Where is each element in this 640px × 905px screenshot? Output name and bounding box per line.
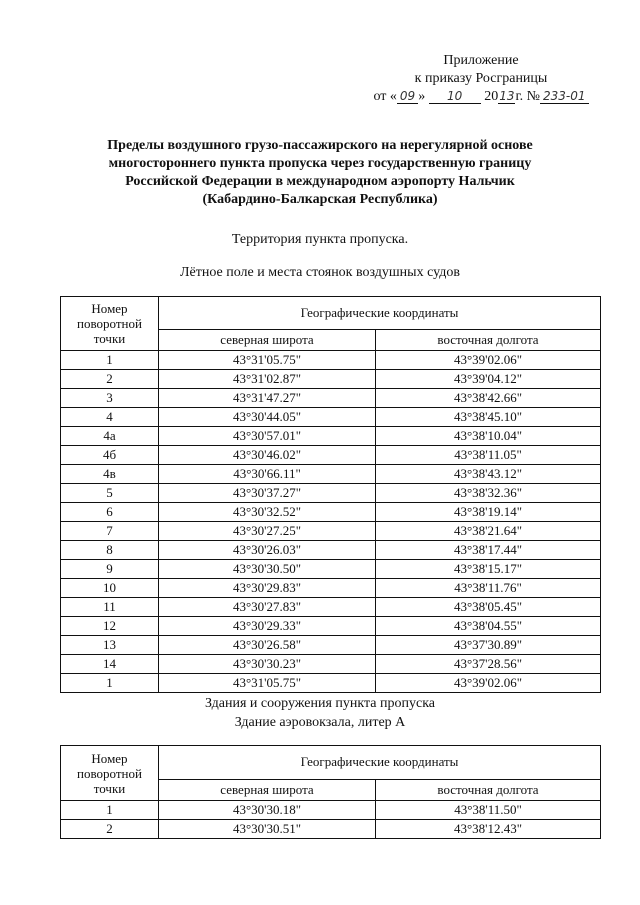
longitude-cell: 43°38'43.12" <box>376 465 601 484</box>
point-number-cell: 11 <box>61 598 159 617</box>
point-number-cell: 1 <box>61 674 159 693</box>
point-number-cell: 9 <box>61 560 159 579</box>
section2-heading: Здания и сооружения пункта пропуска <box>205 696 435 711</box>
section2-subheading: Здание аэровокзала, литер А <box>234 715 406 730</box>
table-row <box>61 655 601 674</box>
point-number-cell: 2 <box>61 370 159 389</box>
point-number-cell: 7 <box>61 522 159 541</box>
section1-subheading: Лётное поле и места стоянок воздушных судов <box>180 265 460 280</box>
order-date-number <box>356 88 606 106</box>
latitude-cell: 43°30'32.52" <box>159 503 376 522</box>
header-point-number <box>61 297 159 351</box>
coordinates-table-terminal <box>60 745 601 839</box>
table-row <box>61 503 601 522</box>
point-number-cell: 6 <box>61 503 159 522</box>
title-line-4: (Кабардино-Балкарская Республика) <box>202 192 438 207</box>
header-point-l1: Номер <box>91 750 128 766</box>
latitude-cell: 43°30'30.51" <box>159 820 376 839</box>
latitude-cell: 43°30'66.11" <box>159 465 376 484</box>
latitude-cell: 43°30'26.58" <box>159 636 376 655</box>
point-number-cell: 4б <box>61 446 159 465</box>
document-title <box>40 137 600 209</box>
header-north-latitude: северная широта <box>159 779 376 800</box>
header-east-longitude: восточная долгота <box>376 330 601 351</box>
point-number-cell: 4 <box>61 408 159 427</box>
longitude-cell: 43°38'11.50" <box>376 801 601 820</box>
header-geo-coordinates: Географические координаты <box>159 297 601 330</box>
table-row <box>61 446 601 465</box>
header-east-longitude: восточная долгота <box>376 779 601 800</box>
latitude-cell: 43°30'27.83" <box>159 598 376 617</box>
point-number-cell: 2 <box>61 820 159 839</box>
point-number-cell: 8 <box>61 541 159 560</box>
section1-heading: Территория пункта пропуска. <box>231 232 409 247</box>
longitude-cell: 43°38'19.14" <box>376 503 601 522</box>
table-row <box>61 617 601 636</box>
latitude-cell: 43°30'44.05" <box>159 408 376 427</box>
date-prefix: от « <box>373 89 397 104</box>
longitude-cell: 43°38'15.17" <box>376 560 601 579</box>
table-row <box>61 484 601 503</box>
year-prefix: 20 <box>484 89 499 104</box>
table-row <box>61 560 601 579</box>
order-reference: к приказу Росграницы <box>414 71 548 86</box>
longitude-cell: 43°38'42.66" <box>376 389 601 408</box>
header-point-l2: поворотной <box>77 316 142 331</box>
latitude-cell: 43°31'47.27" <box>159 389 376 408</box>
table-row <box>61 522 601 541</box>
header-geo-coordinates: Географические координаты <box>159 746 601 780</box>
latitude-cell: 43°30'30.50" <box>159 560 376 579</box>
table-row <box>61 370 601 389</box>
table-row <box>61 408 601 427</box>
header-point-l1: Номер <box>91 301 128 316</box>
point-number-cell: 1 <box>61 351 159 370</box>
latitude-cell: 43°31'05.75" <box>159 351 376 370</box>
table-row <box>61 598 601 617</box>
order-number: 233-01 <box>540 89 589 104</box>
longitude-cell: 43°38'04.55" <box>376 617 601 636</box>
longitude-cell: 43°38'17.44" <box>376 541 601 560</box>
point-number-cell: 12 <box>61 617 159 636</box>
table-row <box>61 801 601 820</box>
number-label: г. № <box>515 89 540 104</box>
appendix-label: Приложение <box>443 53 519 68</box>
longitude-cell: 43°39'02.06" <box>376 674 601 693</box>
table-row <box>61 820 601 839</box>
longitude-cell: 43°38'21.64" <box>376 522 601 541</box>
longitude-cell: 43°38'05.45" <box>376 598 601 617</box>
header-point-l3: точки <box>93 331 126 346</box>
latitude-cell: 43°30'26.03" <box>159 541 376 560</box>
longitude-cell: 43°37'28.56" <box>376 655 601 674</box>
longitude-cell: 43°38'11.05" <box>376 446 601 465</box>
point-number-cell: 4а <box>61 427 159 446</box>
latitude-cell: 43°30'29.83" <box>159 579 376 598</box>
date-close: » <box>418 89 426 104</box>
point-number-cell: 5 <box>61 484 159 503</box>
header-point-number <box>61 746 159 801</box>
longitude-cell: 43°38'10.04" <box>376 427 601 446</box>
table-row <box>61 351 601 370</box>
table-row <box>61 674 601 693</box>
longitude-cell: 43°37'30.89" <box>376 636 601 655</box>
table-row <box>61 389 601 408</box>
point-number-cell: 13 <box>61 636 159 655</box>
latitude-cell: 43°30'46.02" <box>159 446 376 465</box>
point-number-cell: 1 <box>61 801 159 820</box>
latitude-cell: 43°30'27.25" <box>159 522 376 541</box>
latitude-cell: 43°31'02.87" <box>159 370 376 389</box>
header-point-l2: поворотной <box>77 765 142 781</box>
table-row <box>61 636 601 655</box>
point-number-cell: 14 <box>61 655 159 674</box>
latitude-cell: 43°30'37.27" <box>159 484 376 503</box>
latitude-cell: 43°31'05.75" <box>159 674 376 693</box>
header-point-l3: точки <box>93 780 126 796</box>
point-number-cell: 10 <box>61 579 159 598</box>
latitude-cell: 43°30'30.18" <box>159 801 376 820</box>
longitude-cell: 43°38'32.36" <box>376 484 601 503</box>
title-line-1: Пределы воздушного грузо-пассажирского на нерегулярной основе <box>107 138 533 153</box>
title-line-3: Российской Федерации в международном аэропорту Нальчик <box>125 174 515 189</box>
longitude-cell: 43°38'45.10" <box>376 408 601 427</box>
latitude-cell: 43°30'29.33" <box>159 617 376 636</box>
year-suffix: 13 <box>499 89 515 103</box>
table-row <box>61 465 601 484</box>
header-north-latitude: северная широта <box>159 330 376 351</box>
latitude-cell: 43°30'57.01" <box>159 427 376 446</box>
order-month: 10 <box>429 89 481 104</box>
point-number-cell: 3 <box>61 389 159 408</box>
title-line-2: многостороннего пункта пропуска через государственную границу <box>108 156 532 171</box>
appendix-header <box>356 52 606 106</box>
table-row <box>61 579 601 598</box>
order-day: 09 <box>397 89 418 104</box>
point-number-cell: 4в <box>61 465 159 484</box>
longitude-cell: 43°39'02.06" <box>376 351 601 370</box>
coordinates-table-airfield <box>60 296 601 693</box>
longitude-cell: 43°39'04.12" <box>376 370 601 389</box>
longitude-cell: 43°38'11.76" <box>376 579 601 598</box>
table-row <box>61 541 601 560</box>
table-row <box>61 427 601 446</box>
latitude-cell: 43°30'30.23" <box>159 655 376 674</box>
longitude-cell: 43°38'12.43" <box>376 820 601 839</box>
